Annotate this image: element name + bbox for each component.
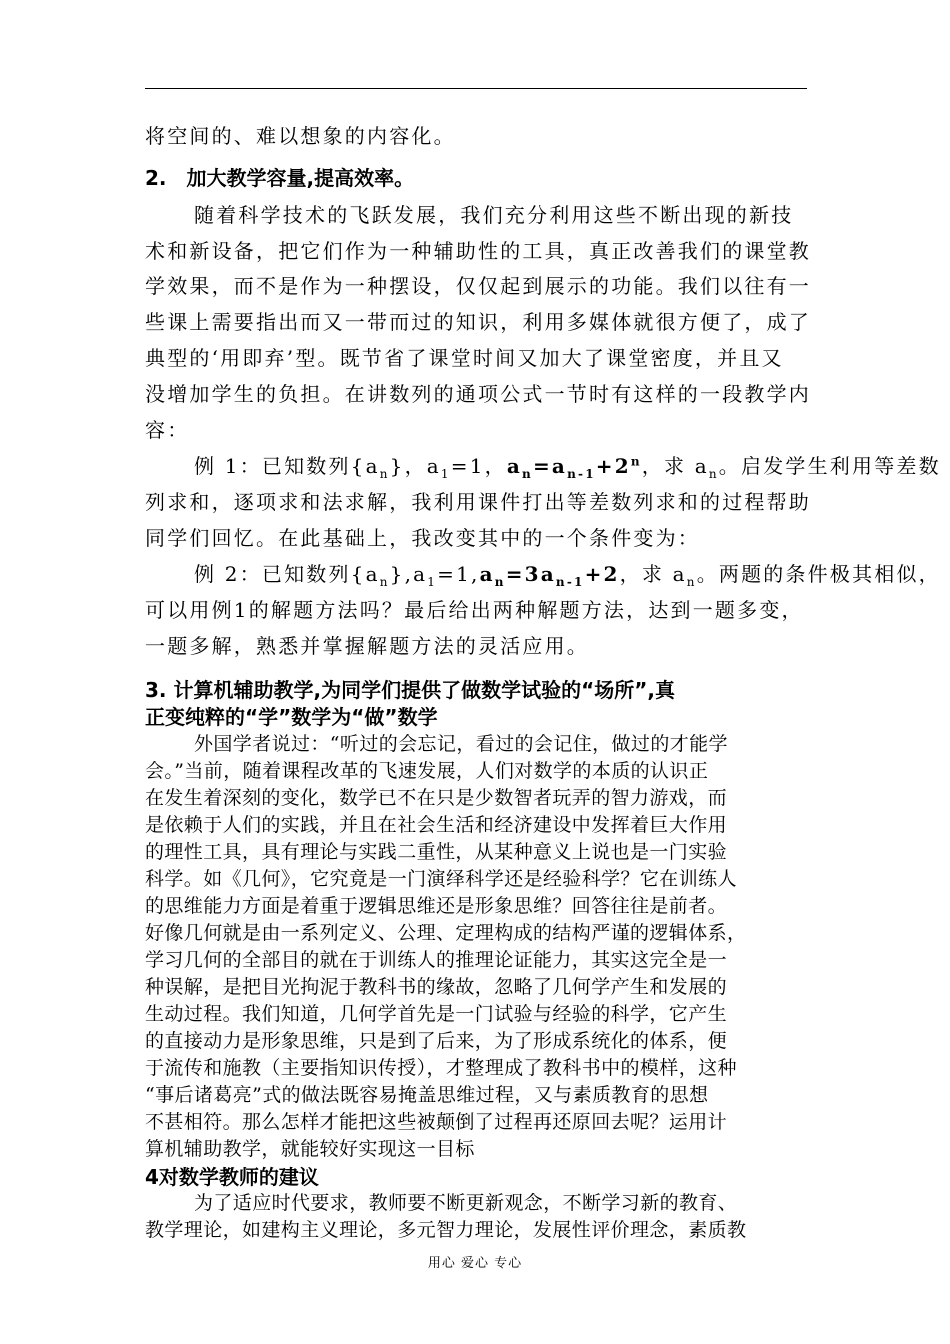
page-footer: 用心 爱心 专心 bbox=[427, 1256, 523, 1271]
text-line: 种误解，是把目光拘泥于教科书的缘故，忽略了几何学产生和发展的 bbox=[145, 976, 728, 998]
text-line: 一题多解，熟悉并掌握解题方法的灵活应用。 bbox=[145, 634, 589, 658]
text-line: 学效果，而不是作为一种摆设，仅仅起到展示的功能。我们以往有一 bbox=[145, 274, 811, 298]
text-line: 容： bbox=[145, 418, 190, 442]
section-heading-2: 2. 加大教学容量,提高效率。 bbox=[145, 166, 415, 190]
text-line: 同学们回忆。在此基础上，我改变其中的一个条件变为： bbox=[145, 526, 700, 550]
text-line: “事后诸葛亮”式的做法既容易掩盖思维过程，又与素质教育的思想 bbox=[145, 1084, 709, 1106]
text-line: 的直接动力是形象思维，只是到了后来，为了形成系统化的体系，便 bbox=[145, 1030, 728, 1052]
text-line: 将空间的、难以想象的内容化。 bbox=[145, 124, 456, 148]
text-line: 算机辅助教学，就能较好实现这一目标 bbox=[145, 1138, 475, 1160]
text-line: 没增加学生的负担。在讲数列的通项公式一节时有这样的一段教学内 bbox=[145, 382, 811, 406]
text-line: 外国学者说过：“听过的会忘记，看过的会记住，做过的才能学 bbox=[194, 733, 728, 755]
text-line: 随着科学技术的飞跃发展，我们充分利用这些不断出现的新技 bbox=[194, 203, 794, 227]
header-rule bbox=[145, 88, 807, 89]
text-line: 不甚相符。那么怎样才能把这些被颠倒了过程再还原回去呢？运用计 bbox=[145, 1111, 728, 1133]
text-line: 教学理论，如建构主义理论，多元智力理论，发展性评价理念，素质教 bbox=[145, 1219, 747, 1241]
text-line: 的思维能力方面是着重于逻辑思维还是形象思维？回答往往是前者。 bbox=[145, 895, 728, 917]
text-line: 科学。如《几何》，它究竟是一门演绎科学还是经验科学？它在训练人 bbox=[145, 868, 737, 890]
text-line: 的理性工具，具有理论与实践二重性，从某种意义上说也是一门实验 bbox=[145, 841, 728, 863]
text-line: 在发生着深刻的变化，数学已不在只是少数智者玩弄的智力游戏，而 bbox=[145, 787, 728, 809]
text-line: 学习几何的全部目的就在于训练人的推理论证能力，其实这完全是一 bbox=[145, 949, 728, 971]
text-line: 列求和，逐项求和法求解，我利用课件打出等差数列求和的过程帮助 bbox=[145, 490, 811, 514]
text-line: 可以用例1的解题方法吗？最后给出两种解题方法，达到一题多变， bbox=[145, 598, 804, 622]
text-line: 些课上需要指出而又一带而过的知识，利用多媒体就很方便了，成了 bbox=[145, 310, 811, 334]
text-line: 会。”当前，随着课程改革的飞速发展，人们对数学的本质的认识正 bbox=[145, 760, 709, 782]
text-line: 术和新设备，把它们作为一种辅助性的工具，真正改善我们的课堂教 bbox=[145, 239, 811, 263]
section-heading-3-cont: 正变纯粹的“学”数学为“做”数学 bbox=[145, 705, 438, 729]
example-1-line: 例 1：已知数列$\{a_n\}$，$a_1=1$，$a_n=a_{n-1}+2^n$，求 $a_n$。启发学生利用等差数 bbox=[194, 454, 941, 481]
section-heading-4: 4对数学教师的建议 bbox=[145, 1165, 319, 1189]
text-line: 典型的‘用即弃’型。既节省了课堂时间又加大了课堂密度，并且又 bbox=[145, 346, 784, 370]
text-line: 好像几何就是由一系列定义、公理、定理构成的结构严谨的逻辑体系， bbox=[145, 922, 747, 944]
text-line: 为了适应时代要求，教师要不断更新观念，不断学习新的教育、 bbox=[194, 1192, 738, 1214]
section-heading-3: 3. 计算机辅助教学,为同学们提供了做数学试验的“场所”,真 bbox=[145, 678, 675, 702]
example-2-line: 例 2：已知数列$\{a_n\},a_1=1,a_n=3a_{n-1}+2$，求 $a_n$。两题的条件极其相似， bbox=[194, 562, 941, 589]
text-line: 是依赖于人们的实践，并且在社会生活和经济建设中发挥着巨大作用 bbox=[145, 814, 728, 836]
text-line: 生动过程。我们知道，几何学首先是一门试验与经验的科学，它产生 bbox=[145, 1003, 728, 1025]
text-line: 于流传和施教（主要指知识传授），才整理成了教科书中的模样，这种 bbox=[145, 1057, 737, 1079]
